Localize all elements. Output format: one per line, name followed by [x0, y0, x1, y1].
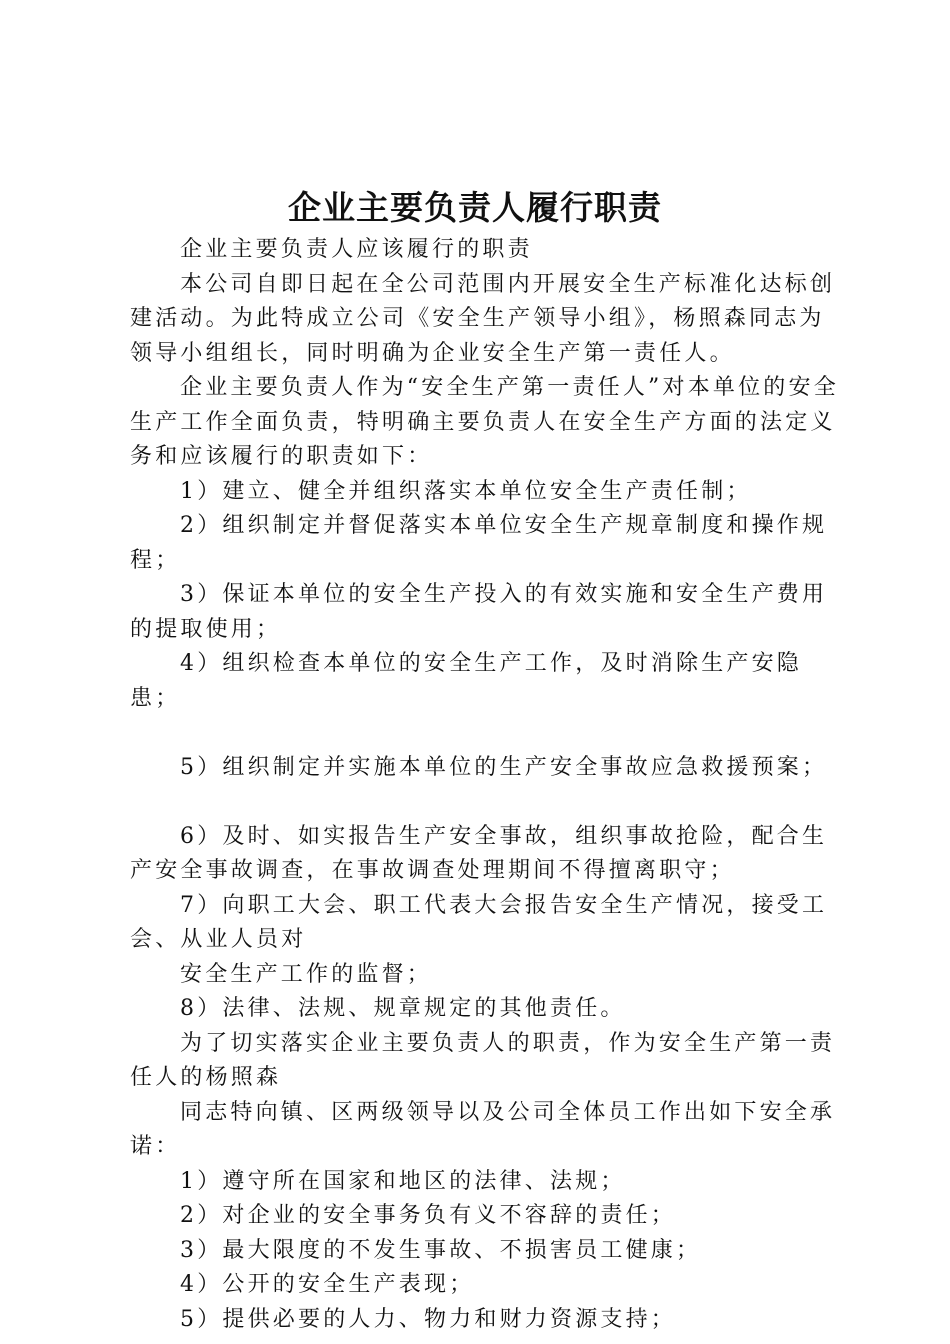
duty-item-8: 8）法律、法规、规章规定的其他责任。: [180, 996, 626, 1021]
commitment-item-3: 3）最大限度的不发生事故、不损害员工健康；: [180, 1237, 702, 1263]
blank-line: [130, 785, 842, 820]
commitment-item-1: 1）遵守所在国家和地区的法律、法规；: [180, 1168, 626, 1194]
duty-item-7-continued: 安全生产工作的监督；: [180, 961, 433, 987]
duty-item-2: 2）组织制定并督促落实本单位安全生产规章制度和操作规程；: [130, 513, 828, 573]
duty-item-6: 6）及时、如实报告生产安全事故，组织事故抢险，配合生产安全事故调查，在事故调查处理期间不得擅离职守；: [130, 823, 828, 883]
commitment-item-5: 5）提供必要的人力、物力和财力资源支持；: [180, 1306, 676, 1332]
paragraph-intro: 本公司自即日起在全公司范围内开展安全生产标准化达标创建活动。为此特成立公司《安全生产领导小组》，杨照森同志为领导小组组长，同时明确为企业安全生产第一责任人。: [130, 271, 836, 366]
paragraph-subtitle: 企业主要负责人应该履行的职责: [180, 237, 533, 262]
duty-item-5: 5）组织制定并实施本单位的生产安全事故应急救援预案；: [180, 754, 828, 780]
paragraph-commitment-intro-continued: 同志特向镇、区两级领导以及公司全体员工作出如下安全承诺：: [130, 1099, 836, 1159]
document-body: [130, 233, 842, 1337]
blank-line: [130, 716, 842, 751]
paragraph-commitment-intro: 为了切实落实企业主要负责人的职责，作为安全生产第一责任人的杨照森: [130, 1030, 836, 1090]
duty-item-4: 4）组织检查本单位的安全生产工作，及时消除生产安隐患；: [130, 651, 802, 711]
commitment-item-4: 4）公开的安全生产表现；: [180, 1272, 475, 1297]
duty-item-3: 3）保证本单位的安全生产投入的有效实施和安全生产费用的提取使用；: [130, 582, 828, 642]
paragraph-responsibility: 企业主要负责人作为“安全生产第一责任人”对本单位的安全生产工作全面负责，特明确主要负责人在安全生产方面的法定义务和应该履行的职责如下：: [130, 375, 839, 469]
duty-item-7: 7）向职工大会、职工代表大会报告安全生产情况，接受工会、从业人员对: [130, 892, 828, 952]
commitment-item-2: 2）对企业的安全事务负有义不容辞的责任；: [180, 1203, 676, 1228]
document-title: 企业主要负责人履行职责: [288, 188, 662, 227]
duty-item-1: 1）建立、健全并组织落实本单位安全生产责任制；: [180, 478, 752, 504]
